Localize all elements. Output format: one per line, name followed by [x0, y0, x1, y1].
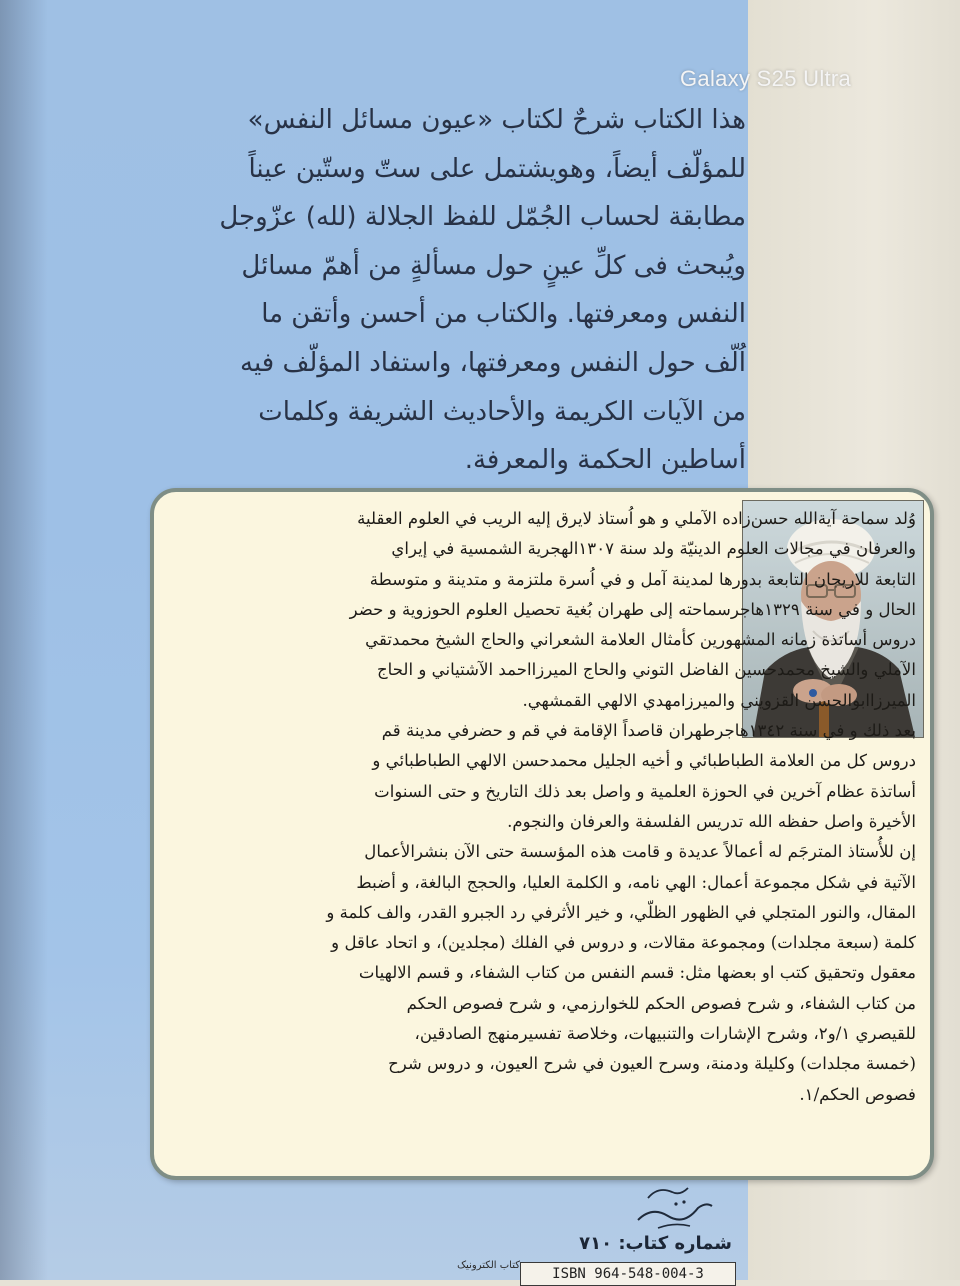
camera-watermark: Galaxy S25 Ultra: [680, 66, 852, 91]
bio-line: دروس كل من العلامة الطباطبائي و أخيه الجليل محمدحسن الالهي الطباطبائي و: [372, 751, 916, 771]
bio-line: أساتذة عظام آخرين في الحوزة العلمية و واصل بعد ذلك التاريخ و حتى السنوات: [374, 781, 916, 801]
intro-line: هذا الكتاب شرحٌ لكتاب «عيون مسائل النفس»: [247, 105, 746, 135]
intro-line: اُلّف حول النفس ومعرفتها، واستفاد المؤلّف فيه: [240, 347, 746, 378]
intro-line: من الآيات الكريمة والأحاديث الشريفة وكلمات: [258, 396, 746, 427]
book-number: شماره کتاب: ٧١٠: [579, 1233, 732, 1254]
bio-line: الحال و في سنة ١٣٢٩هاجرسماحته إلى طهران بُغية تحصيل العلوم الحوزوية و حضر: [349, 599, 916, 619]
publisher-logo: [628, 1176, 718, 1240]
intro-paragraph: [219, 96, 746, 485]
bio-line: الآتية في شكل مجموعة أعمال: الهي نامه، و الكلمة العليا، والحجج البالغة، و أضبط: [356, 872, 916, 892]
bio-line: والعرفان في مجالات العلوم الدينيّة ولد سنة ١٣٠٧الهجرية الشمسية في إيراي: [391, 539, 916, 559]
intro-line: للمؤلّف أيضاً، وهويشتمل على ستّ وستّين عيناً: [248, 153, 746, 184]
biography-text: [166, 504, 916, 1172]
bio-line: من كتاب الشفاء، و شرح فصوص الحكم للخوارزمي، و شرح فصوص الحكم: [406, 993, 916, 1013]
bio-line: فصوص الحكم/١.: [799, 1084, 916, 1104]
bio-line: المقال، والنور المتجلي في الظهور الظلّي، و خير الأثرفي رد الجبرو القدر، والف كلمة و: [326, 902, 916, 922]
bio-line: معقول وتحقيق كتب او بعضها مثل: قسم النفس من كتاب الشفاء، و قسم الالهيات: [358, 963, 916, 983]
intro-line: أساطين الحكمة والمعرفة.: [464, 445, 746, 476]
intro-line: ويُبحث فى كلِّ عينٍ حول مسألةٍ من أهمّ مسائل: [241, 250, 746, 281]
bio-line: للقيصري ١/و٢، وشرح الإشارات والتنبيهات، وخلاصة تفسيرمنهج الصادقين،: [414, 1024, 916, 1044]
bio-line: إن للأُستاذ المترجَم له أعمالاً عديدة و قامت هذه المؤسسة حتى الآن بنشرالأعمال: [364, 842, 916, 862]
bio-line: (خمسة مجلدات) وكليلة ودمنة، وسرح العيون في شرح العيون، و دروس شرح: [388, 1054, 916, 1074]
bio-line: الآملي والشيخ محمدحسين الفاضل التوني والحاج الميرزااحمد الآشتياني و الحاج: [376, 660, 916, 680]
biography-panel: [150, 488, 934, 1180]
intro-line: مطابقة لحساب الجُمّل للفظ الجلالة (لله) عزّوجل: [219, 202, 746, 233]
cover-shadow-edge: [0, 0, 48, 1280]
bio-line: الأخيرة واصل حفظه الله تدريس الفلسفة والعرفان والنجوم.: [507, 811, 916, 831]
bio-line: الميرزاابوالحسن القزويني والميرزامهدي الالهي القمشهي.: [522, 690, 916, 710]
ebook-label: کتاب الکترونیک: [457, 1260, 520, 1271]
isbn: ISBN 964-548-004-3: [520, 1262, 736, 1286]
bio-line: وُلد سماحة آيةالله حسن‌زاده الآملي و هو اُستاذ لايرق إليه الريب في العلوم العقلية: [357, 509, 916, 528]
bio-line: كلمة (سبعة مجلدات) ومجموعة مقالات، و دروس في الفلك (مجلدين)، و اتحاد عاقل و: [331, 933, 916, 953]
bio-line: التابعة للاريجان التابعة بدورها لمدينة آمل و في اُسرة ملتزمة و متدينة و متوسطة: [369, 569, 916, 589]
bio-line: بعد ذلك و في سنة ١٣٤٢هاجرطهران قاصداً الإقامة في قم و حضرفي مدينة قم: [381, 721, 916, 741]
bio-line: دروس أساتذة زمانه المشهورين كأمثال العلامة الشعراني والحاج الشيخ محمدتقي: [365, 630, 916, 650]
intro-line: النفس ومعرفتها. والكتاب من أحسن وأتقن ما: [261, 299, 746, 330]
